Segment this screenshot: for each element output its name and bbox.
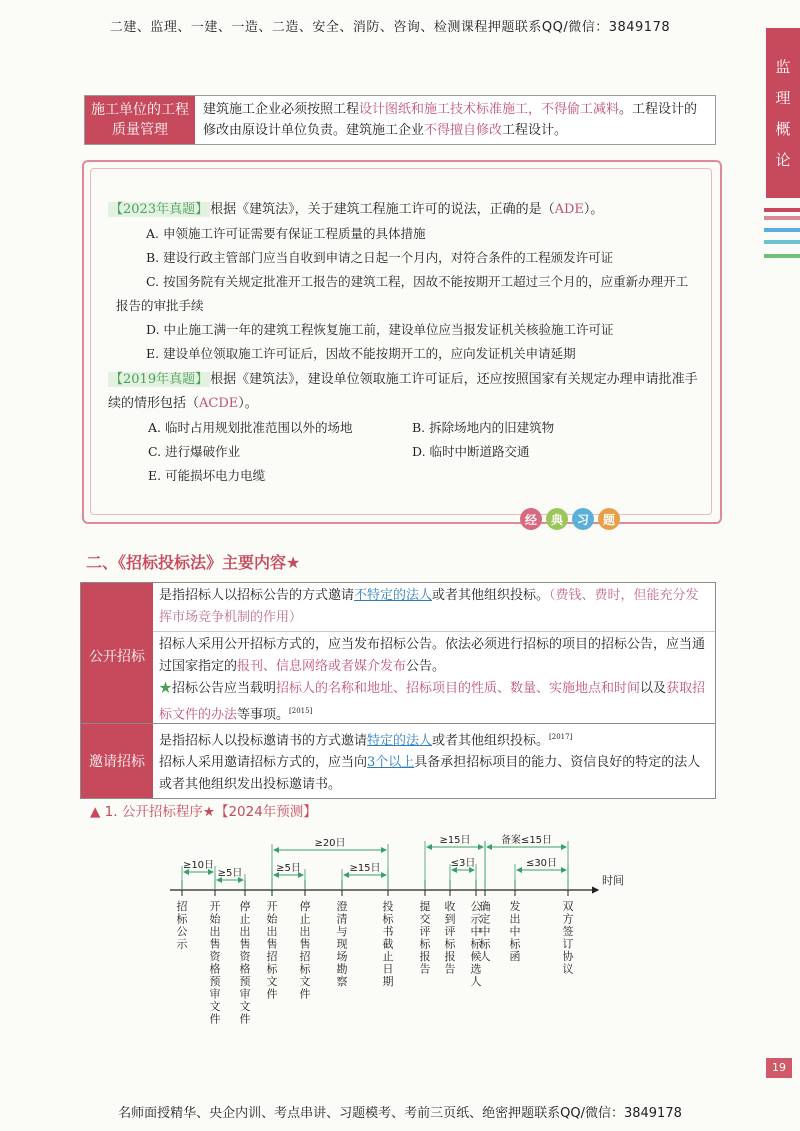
question-stem-end: ）。 — [238, 396, 258, 411]
event-label: 招标公示 — [176, 900, 188, 951]
text-run: 具备承担招标项目的能力、资信良好的特定的法人或者其他组织发出投标邀请书。 — [159, 755, 701, 793]
table-row — [153, 632, 715, 728]
question-2023-options — [116, 222, 691, 366]
text-run: 招标人采用邀请招标方式的，应当向 — [159, 755, 368, 771]
duration-label: ≥15日 — [349, 863, 381, 874]
side-stripe-pink — [764, 216, 800, 220]
duration-label: 备案≤15日 — [500, 835, 553, 846]
option: E. 可能损坏电力电缆 — [148, 468, 266, 483]
quality-management-text — [195, 96, 715, 144]
section-title: 二、《招标投标法》主要内容★ — [86, 553, 301, 572]
option: E. 建设单位领取施工许可证后，因故不能按期开工的，应向发证机关申请延期 — [146, 346, 576, 361]
option: B. 建设行政主管部门应当自收到申请之日起一个月内，对符合条件的工程颁发许可证 — [146, 250, 614, 265]
star-icon: ★ — [159, 681, 173, 696]
duration-label: ≥5日 — [217, 868, 243, 879]
text-run: 。工程设计的修改由原设计单位负责。建筑施工企业 — [203, 102, 698, 138]
event-label: 发出中标函 — [509, 900, 521, 963]
text-run: 是指招标人以招标公告的方式邀请 — [159, 588, 355, 603]
side-tab-char: 概 — [775, 120, 791, 138]
quality-management-box — [84, 95, 716, 145]
event-label: 澄清与现场勘察 — [336, 900, 348, 988]
question-answer: ADE — [554, 202, 584, 217]
question-tag: 【2023年真题】 — [110, 202, 209, 217]
event-label: 双方签订协议 — [562, 900, 574, 976]
option: A. 申领施工许可证需要有保证工程质量的具体措施 — [146, 226, 426, 241]
badge-char: 题 — [598, 508, 620, 530]
event-label: 确定中标人 — [479, 900, 491, 963]
duration-label: ≥15日 — [439, 835, 471, 846]
duration-label: ≥10日 — [182, 860, 215, 871]
option: B. 拆除场地内的旧建筑物 — [412, 420, 555, 435]
page-footer: 名师面授精华、央企内训、考点串讲、习题模考、考前三页纸、绝密押题联系QQ/微信：3849178 — [118, 1106, 682, 1121]
side-stripe-red — [764, 208, 800, 212]
subsection-title: ▲ 1. 公开招标程序★【2024年预测】 — [90, 804, 317, 820]
event-ticks — [182, 880, 568, 896]
key-term: 招标人的名称和地址、招标项目的性质、数量、实施地点和时间 — [276, 681, 641, 696]
option: A. 临时占用规划批准范围以外的场地 — [148, 420, 353, 435]
text-run: 公告。 — [406, 659, 446, 674]
note-text: （费钱、费时，但能充分发挥市场竞争机制的作用） — [159, 588, 699, 625]
badge-char: 经 — [520, 508, 542, 530]
page-header: 二建、监理、一建、一造、二造、安全、消防、咨询、检测课程押题联系QQ/微信：3849178 — [109, 20, 671, 35]
duration-label: ≤3日 — [450, 858, 476, 869]
event-label: 停止出售资格预审文件 — [239, 900, 251, 1026]
quality-management-label — [85, 96, 195, 144]
text-run: 等事项。 — [237, 707, 290, 723]
event-label: 收到评标报告 — [444, 900, 456, 976]
text-run: 是指招标人以投标邀请书的方式邀请 — [159, 733, 368, 749]
side-tab-char: 监 — [775, 58, 791, 76]
key-term: 获取招标文件的办法 — [159, 681, 706, 723]
side-tab-char: 理 — [775, 89, 791, 107]
key-term: 报刊、信息网络或者媒介发布 — [237, 659, 407, 674]
tender-timeline-diagram — [150, 820, 630, 1060]
text-run: 或者其他组织投标。 — [432, 733, 550, 749]
text-run: 招标人采用公开招标方式的，应当发布招标公告。依法必须进行招标的项目的招标公告，应当通过国家指定的 — [159, 637, 706, 674]
side-stripe-cyan — [764, 240, 800, 244]
invite-tender-table — [80, 723, 716, 799]
question-stem: 根据《建筑法》，建设单位领取施工许可证后，还应按照国家有关规定办理申请批准手续的情形包括（ — [108, 372, 698, 411]
highlight-text: 设计图纸和施工技术标准施工，不得偷工减料 — [359, 102, 620, 117]
duration-label: ≥5日 — [276, 863, 301, 874]
side-stripe-green — [764, 254, 800, 258]
option: D. 临时中断道路交通 — [412, 444, 530, 459]
axis-label: 时间 — [602, 874, 624, 887]
question-tag: 【2019年真题】 — [110, 372, 209, 387]
text-run: 以及 — [640, 681, 667, 696]
duration-label: ≥20日 — [314, 838, 346, 849]
year-marker: [2015] — [289, 707, 313, 715]
invite-tender-body — [153, 724, 715, 798]
question-stem-end: ）。 — [583, 202, 604, 217]
option: D. 中止施工满一年的建筑工程恢复施工前，建设单位应当报发证机关核验施工许可证 — [146, 322, 614, 337]
key-term: 特定的法人 — [367, 733, 433, 749]
event-label: 开始出售招标文件 — [266, 900, 278, 1001]
chapter-side-tab — [766, 28, 800, 198]
event-labels — [177, 899, 575, 1026]
open-tender-table — [80, 582, 716, 729]
badge-char: 习 — [572, 508, 594, 530]
question-stem: 根据《建筑法》，关于建筑工程施工许可的说法，正确的是（ — [210, 202, 555, 217]
highlight-text: 不得擅自修改 — [424, 123, 503, 138]
label-line: 施工单位的工程 — [91, 102, 189, 118]
question-2023 — [108, 198, 698, 222]
key-term: 3个以上 — [367, 755, 415, 771]
key-term: 不特定的法人 — [354, 588, 433, 603]
text-run: 工程设计。 — [502, 123, 568, 138]
classic-exercise-badge — [520, 508, 624, 530]
question-2019 — [108, 368, 698, 416]
label-line: 质量管理 — [112, 122, 168, 138]
text-run: 建筑施工企业必须按照工程 — [203, 102, 360, 117]
event-label: 公示中标候选人 — [470, 900, 482, 988]
open-tender-label: 公开招标 — [81, 583, 153, 728]
open-tender-body — [153, 583, 715, 728]
event-label: 提交评标报告 — [419, 900, 431, 976]
option: C. 按国务院有关规定批准开工报告的建筑工程，因故不能按期开工超过三个月的，应重新办理开工报告的审批手续 — [116, 274, 689, 313]
page-number: 19 — [766, 1058, 792, 1078]
side-tab-char: 论 — [775, 151, 791, 169]
duration-spans — [182, 833, 568, 890]
event-label: 停止出售招标文件 — [299, 900, 311, 1001]
invite-tender-label: 邀请招标 — [81, 724, 153, 798]
year-marker: [2017] — [549, 733, 573, 741]
side-stripe-blue — [764, 228, 800, 232]
option: C. 进行爆破作业 — [148, 444, 241, 459]
table-row — [153, 583, 715, 632]
text-run: 或者其他组织投标。 — [432, 588, 550, 603]
table-row — [153, 724, 715, 798]
event-label: 开始出售资格预审文件 — [209, 900, 221, 1026]
duration-label: ≤30日 — [525, 858, 558, 869]
question-answer: ACDE — [199, 396, 239, 411]
text-run: 招标公告应当载明 — [172, 681, 277, 696]
event-label: 投标书截止日期 — [382, 900, 394, 988]
badge-char: 典 — [546, 508, 568, 530]
